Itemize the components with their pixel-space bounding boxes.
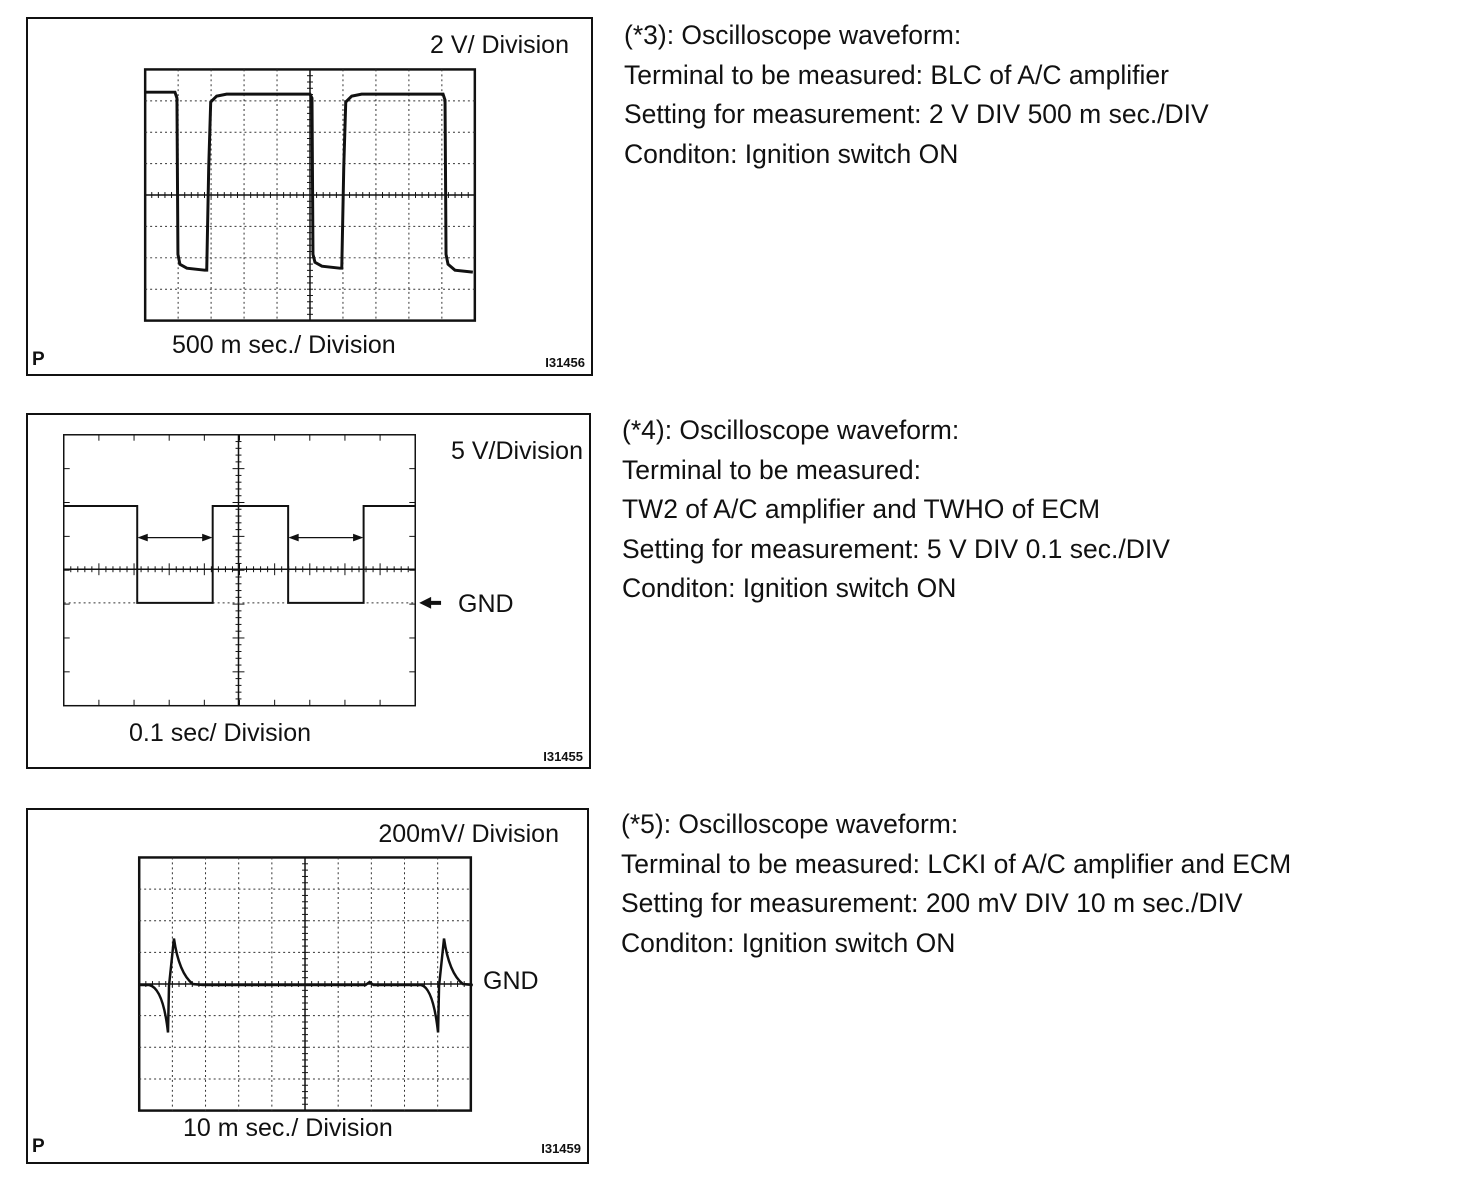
figure-id: I31456 <box>545 355 585 370</box>
description-line: Terminal to be measured: LCKI of A/C amplifier and ECM <box>621 848 1292 879</box>
description-line: Conditon: Ignition switch ON <box>621 927 956 958</box>
volts-per-division-label: 5 V/Division <box>451 437 583 465</box>
arrow-icon <box>419 597 441 609</box>
figure-id: I31455 <box>543 749 583 764</box>
description-line: (*4): Oscilloscope waveform: <box>622 415 960 445</box>
description-line: Terminal to be measured: <box>622 454 922 485</box>
description-lcki <box>621 805 1291 963</box>
screen-frame <box>64 435 415 706</box>
pulse-width-arrow <box>139 535 361 541</box>
volts-per-division-label: 2 V/ Division <box>430 31 569 59</box>
description-line: Conditon: Ignition switch ON <box>622 573 957 603</box>
volts-per-division-label: 200mV/ Division <box>378 820 559 848</box>
description-line: Setting for measurement: 200 mV DIV 10 m sec./DIV <box>621 888 1243 918</box>
square-wave-trace <box>64 506 415 603</box>
figure-id: I31459 <box>541 1141 581 1156</box>
time-per-division-label: 0.1 sec/ Division <box>129 719 312 747</box>
waveform-plot <box>28 19 591 374</box>
oscilloscope-figure-blc <box>26 17 593 376</box>
gnd-label: GND <box>458 590 514 618</box>
description-line: (*5): Oscilloscope waveform: <box>621 809 959 839</box>
time-per-division-label: 10 m sec./ Division <box>183 1114 393 1142</box>
oscilloscope-figure-lcki <box>26 808 589 1164</box>
p-mark: P <box>32 349 45 370</box>
oscilloscope-figure-tw2 <box>26 413 591 769</box>
description-line: Conditon: Ignition switch ON <box>624 138 959 169</box>
description-line: TW2 of A/C amplifier and TWHO of ECM <box>622 494 1101 524</box>
description-line: (*3): Oscilloscope waveform: <box>624 20 962 50</box>
description-line: Terminal to be measured: BLC of A/C amplifier <box>624 59 1169 90</box>
description-line: Setting for measurement: 2 V DIV 500 m sec./DIV <box>624 99 1209 129</box>
time-per-division-label: 500 m sec./ Division <box>172 331 396 359</box>
p-mark: P <box>32 1136 45 1157</box>
description-line: Setting for measurement: 5 V DIV 0.1 sec./DIV <box>622 533 1170 564</box>
description-tw2 <box>622 411 1170 609</box>
description-blc <box>624 16 1209 174</box>
gnd-label: GND <box>483 967 539 995</box>
screen-grid <box>145 69 475 320</box>
